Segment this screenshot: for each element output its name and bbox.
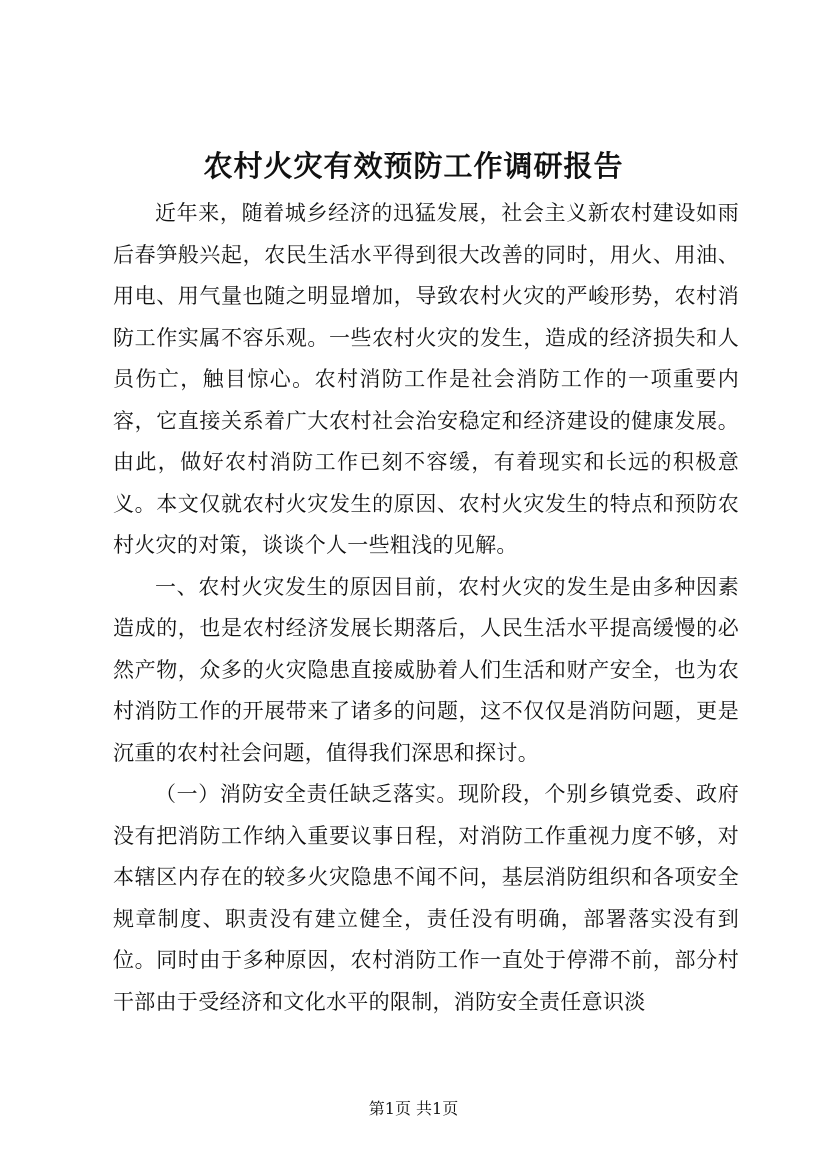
page-number-footer: 第1页 共1页: [368, 1099, 459, 1118]
document-body: [113, 193, 739, 1023]
paragraph-subsection-one: （一）消防安全责任缺乏落实。现阶段，个别乡镇党委、政府没有把消防工作纳入重要议事日程，对消防工作重视力度不够，对本辖区内存在的较多火灾隐患不闻不问，基层消防组织和各项安全规章制度、职责没有建立健全，责任没有明确，部署落实没有到位。同时由于多种原因，农村消防工作一直处于停滞不前，部分村干部由于受经济和文化水平的限制，消防安全责任意识淡: [113, 782, 739, 1014]
paragraph-intro: 近年来，随着城乡经济的迅猛发展，社会主义新农村建设如雨后春笋般兴起，农民生活水平得到很大改善的同时，用火、用油、用电、用气量也随之明显增加，导致农村火灾的严峻形势，农村消防工作实属不容乐观。一些农村火灾的发生，造成的经济损失和人员伤亡，触目惊心。农村消防工作是社会消防工作的一项重要内容，它直接关系着广大农村社会治安稳定和经济建设的健康发展。由此，做好农村消防工作已刻不容缓，有着现实和长远的积极意义。本文仅就农村火灾发生的原因、农村火灾发生的特点和预防农村火灾的对策，谈谈个人一些粗浅的见解。: [113, 201, 739, 557]
document-title: 农村火灾有效预防工作调研报告: [203, 149, 624, 183]
paragraph-section-one: 一、农村火灾发生的原因目前，农村火灾的发生是由多种因素造成的，也是农村经济发展长期落后，人民生活水平提高缓慢的必然产物，众多的火灾隐患直接威胁着人们生活和财产安全，也为农村消防工作的开展带来了诸多的问题，这不仅仅是消防问题，更是沉重的农村社会问题，值得我们深思和探讨。: [113, 574, 739, 765]
